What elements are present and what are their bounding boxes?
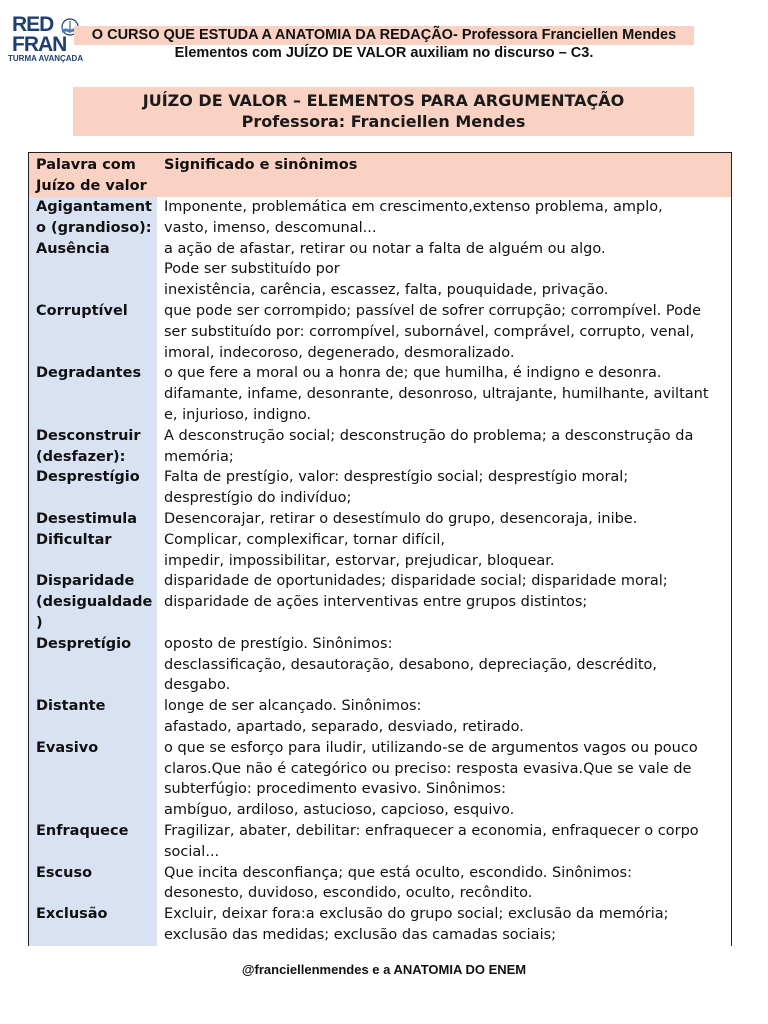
row-definition <box>164 197 730 239</box>
row-definition <box>164 634 730 696</box>
definition-line: memória; <box>164 448 234 465</box>
definition-line: que pode ser corrompido; passível de sofrer corrupção; corrompível. Pode <box>164 303 702 319</box>
row-definition <box>164 426 730 468</box>
header-term <box>36 155 156 197</box>
definition-line: disparidade de ações interventivas entre grupos distintos; <box>164 594 588 611</box>
definition-line: a ação de afastar, retirar ou notar a falta de alguém ou algo. <box>164 240 606 257</box>
definition-line: afastado, apartado, separado, desviado, retirado. <box>164 718 524 735</box>
row-term: Agigantamento (grandioso): <box>36 199 152 236</box>
definition-line: Que incita desconfiança; que está oculto, escondido. Sinônimos: <box>164 864 632 881</box>
row-definition <box>164 509 730 530</box>
row-definition <box>164 738 730 821</box>
row-term: Disparidade (desigualdade ) <box>36 573 153 631</box>
definition-line: difamante, infame, desonrante, desonroso, ultrajante, humilhante, aviltant <box>164 386 709 403</box>
course-banner: O CURSO QUE ESTUDA A ANATOMIA DA REDAÇÃO- Professora Franciellen Mendes <box>74 26 694 45</box>
row-term: Exclusão <box>36 906 108 923</box>
row-definition <box>164 821 730 863</box>
row-term: Distante <box>36 698 106 715</box>
definition-line: subterfúgio: procedimento evasivo. Sinônimos: <box>164 781 506 798</box>
definition-line: vasto, imenso, descomunal... <box>164 219 377 236</box>
header-term-line-1: Palavra com <box>36 157 136 173</box>
definition-line: longe de ser alcançado. Sinônimos: <box>164 698 422 715</box>
definition-line: inexistência, carência, escassez, falta, pouquidade, privação. <box>164 282 609 299</box>
definition-line: claros.Que não é categórico ou preciso: resposta evasiva.Que se vale de <box>164 760 692 777</box>
row-term: Evasivo <box>36 739 99 756</box>
definition-line: Excluir, deixar fora:a exclusão do grupo social; exclusão da memória; <box>164 906 669 923</box>
definition-line: desonesto, duvidoso, escondido, oculto, recôndito. <box>164 885 533 902</box>
row-term: Dificultar <box>36 531 112 548</box>
definition-line: o que se esforço para iludir, utilizando-se de argumentos vagos ou pouco <box>164 739 698 756</box>
definition-line: A desconstrução social; desconstrução do problema; a desconstrução da <box>164 427 694 444</box>
subtitle: Elementos com JUÍZO DE VALOR auxiliam no discurso – C3. <box>174 45 594 61</box>
logo-tagline: TURMA AVANÇADA <box>8 54 84 63</box>
row-definition <box>164 301 730 363</box>
definition-line: Complicar, complexificar, tornar difícil, <box>164 531 445 548</box>
definition-line: oposto de prestígio. Sinônimos: <box>164 635 393 652</box>
definition-line: Falta de prestígio, valor: desprestígio social; desprestígio moral; <box>164 469 629 486</box>
definition-line: o que fere a moral ou a honra de; que humilha, é indigno e desonra. <box>164 365 662 382</box>
definition-line: impedir, impossibilitar, estorvar, prejudicar, bloquear. <box>164 552 555 569</box>
row-term: Corruptível <box>36 303 128 319</box>
row-definition <box>164 239 730 301</box>
footer-credit: @franciellenmendes e a ANATOMIA DO ENEM <box>241 962 527 977</box>
row-term: Enfraquece <box>36 823 129 839</box>
row-term: Desprestígio <box>36 469 140 486</box>
definition-line: exclusão das medidas; exclusão das camadas sociais; <box>164 926 557 943</box>
row-term: Ausência <box>36 240 110 257</box>
definition-line: e, injurioso, indigno. <box>164 406 312 423</box>
row-term: Desestimula <box>36 511 138 527</box>
row-term: Desconstruir (desfazer): <box>36 427 141 465</box>
definition-line: Pode ser substituído por <box>164 261 340 278</box>
row-term: Escuso <box>36 864 93 881</box>
row-term: Degradantes <box>36 365 142 382</box>
logo-line-2: FRAN <box>12 33 67 56</box>
page-title: JUÍZO DE VALOR – ELEMENTOS PARA ARGUMENTAÇÃO <box>142 91 625 110</box>
row-definition <box>164 904 730 946</box>
definition-line: Imponente, problemática em crescimento,extenso problema, amplo, <box>164 199 663 215</box>
definition-line: ser substituído por: corrompível, subornável, comprável, corrupto, venal, <box>164 323 695 340</box>
definition-line: social... <box>164 843 220 860</box>
row-definition <box>164 530 730 572</box>
definition-line: disparidade de oportunidades; disparidade social; disparidade moral; <box>164 573 668 590</box>
teacher-name: Professora: Franciellen Mendes <box>241 112 526 131</box>
vocabulary-table <box>28 152 732 946</box>
row-definition <box>164 571 730 613</box>
logo-line-1: RED <box>12 13 54 36</box>
definition-line: desgabo. <box>164 677 231 694</box>
row-definition <box>164 467 730 509</box>
row-definition <box>164 363 730 425</box>
definition-line: Fragilizar, abater, debilitar: enfraquecer a economia, enfraquecer o corpo <box>164 823 699 839</box>
row-term: Despretígio <box>36 635 132 652</box>
row-definition <box>164 696 730 738</box>
definition-line: ambíguo, ardiloso, astucioso, capcioso, esquivo. <box>164 802 515 819</box>
definition-line: imoral, indecoroso, degenerado, desmoralizado. <box>164 344 515 361</box>
header-term-line-2: Juízo de valor <box>36 177 147 194</box>
row-definition <box>164 863 730 905</box>
title-box <box>73 87 694 136</box>
definition-line: Desencorajar, retirar o desestímulo do grupo, desencoraja, inibe. <box>164 511 638 527</box>
header-definition: Significado e sinônimos <box>164 157 358 173</box>
definition-line: desclassificação, desautoração, desabono, depreciação, descrédito, <box>164 656 658 673</box>
definition-line: desprestígio do indivíduo; <box>164 490 352 507</box>
